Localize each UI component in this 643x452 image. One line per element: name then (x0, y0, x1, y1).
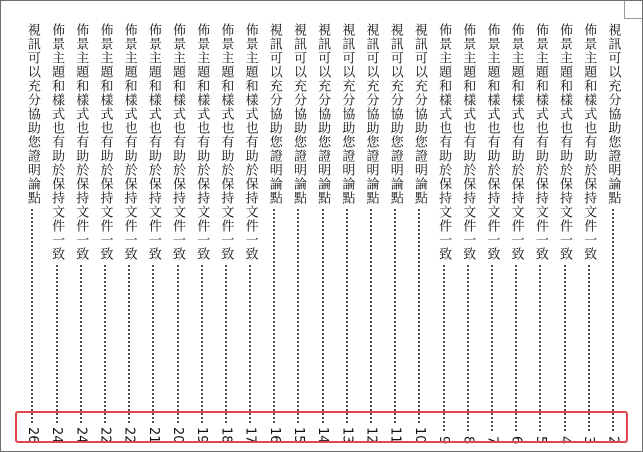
toc-dot-leader (611, 208, 615, 433)
toc-dot-leader (296, 208, 300, 424)
toc-dot-leader (55, 264, 59, 424)
toc-page-number: 16 (266, 427, 282, 444)
toc-entry[interactable] (456, 23, 480, 446)
toc-entry[interactable] (262, 23, 286, 446)
toc-entry[interactable] (383, 23, 407, 446)
toc-entry-title: 佈景主題和樣式也有助於保持文件一致 (121, 23, 137, 261)
toc-entry-title: 視訊可以充分協助您證明論點 (266, 23, 282, 205)
toc-entry-title: 佈景主題和樣式也有助於保持文件一致 (581, 23, 597, 261)
toc-entry[interactable] (190, 23, 214, 446)
toc-page-number: 17 (242, 427, 258, 444)
toc-page-number: 26 (24, 427, 40, 444)
toc-page-number: 24 (73, 427, 89, 444)
toc-entry[interactable] (432, 23, 456, 446)
toc-page-number: 2 (605, 435, 621, 444)
toc-page-number: 21 (145, 427, 161, 444)
table-of-contents (20, 23, 625, 446)
toc-entry-title: 佈景主題和樣式也有助於保持文件一致 (484, 23, 500, 261)
toc-page-number: 3 (581, 435, 597, 444)
toc-dot-leader (393, 208, 397, 424)
toc-entry[interactable] (407, 23, 431, 446)
toc-entry-title: 視訊可以充分協助您證明論點 (339, 23, 355, 205)
toc-entry[interactable] (552, 23, 576, 446)
toc-dot-leader (103, 264, 107, 424)
toc-dot-leader (151, 264, 155, 424)
toc-page-number: 12 (363, 427, 379, 444)
toc-dot-leader (538, 264, 542, 433)
toc-entry-title: 佈景主題和樣式也有助於保持文件一致 (508, 23, 524, 261)
toc-page-number: 18 (218, 427, 234, 444)
toc-dot-leader (79, 264, 83, 424)
toc-entry[interactable] (504, 23, 528, 446)
toc-entry[interactable] (214, 23, 238, 446)
toc-entry-title: 佈景主題和樣式也有助於保持文件一致 (170, 23, 186, 261)
toc-entry-title: 佈景主題和樣式也有助於保持文件一致 (145, 23, 161, 261)
toc-dot-leader (127, 264, 131, 424)
toc-entry[interactable] (117, 23, 141, 446)
toc-dot-leader (30, 208, 34, 424)
toc-page-number: 13 (339, 427, 355, 444)
toc-entry-title: 視訊可以充分協助您證明論點 (290, 23, 306, 205)
toc-entry[interactable] (20, 23, 44, 446)
toc-page-number: 22 (121, 427, 137, 444)
toc-page-number: 11 (387, 427, 403, 444)
toc-entry-title: 視訊可以充分協助您證明論點 (387, 23, 403, 205)
toc-dot-leader (587, 264, 591, 433)
toc-entry[interactable] (286, 23, 310, 446)
toc-entry[interactable] (93, 23, 117, 446)
toc-page-number: 24 (49, 427, 65, 444)
toc-dot-leader (321, 208, 325, 424)
toc-page-number: 9 (436, 435, 452, 444)
toc-dot-leader (272, 208, 276, 424)
page-corner-mark (624, 1, 642, 19)
toc-page-number: 14 (315, 427, 331, 444)
toc-dot-leader (417, 208, 421, 424)
toc-entry-title: 佈景主題和樣式也有助於保持文件一致 (460, 23, 476, 261)
toc-entry[interactable] (528, 23, 552, 446)
toc-entry-title: 佈景主題和樣式也有助於保持文件一致 (532, 23, 548, 261)
toc-dot-leader (224, 264, 228, 424)
toc-page-number: 19 (194, 427, 210, 444)
toc-page-number: 20 (170, 427, 186, 444)
toc-dot-leader (490, 264, 494, 433)
toc-entry-title: 佈景主題和樣式也有助於保持文件一致 (218, 23, 234, 261)
toc-entry[interactable] (335, 23, 359, 446)
toc-dot-leader (514, 264, 518, 433)
toc-entry[interactable] (359, 23, 383, 446)
toc-dot-leader (248, 264, 252, 424)
toc-dot-leader (563, 264, 567, 433)
toc-page-number: 8 (460, 435, 476, 444)
toc-page-number: 15 (290, 427, 306, 444)
toc-page-number: 10 (411, 427, 427, 444)
toc-entry[interactable] (141, 23, 165, 446)
toc-entry[interactable] (577, 23, 601, 446)
toc-entry-title: 佈景主題和樣式也有助於保持文件一致 (242, 23, 258, 261)
toc-entry-title: 佈景主題和樣式也有助於保持文件一致 (97, 23, 113, 261)
toc-entry[interactable] (165, 23, 189, 446)
toc-entry-title: 視訊可以充分協助您證明論點 (24, 23, 40, 205)
toc-entry-title: 視訊可以充分協助您證明論點 (315, 23, 331, 205)
toc-page-number: 6 (508, 435, 524, 444)
toc-entry[interactable] (601, 23, 625, 446)
toc-dot-leader (345, 208, 349, 424)
toc-page-number: 5 (532, 435, 548, 444)
toc-page-number: 4 (557, 435, 573, 444)
toc-entry[interactable] (238, 23, 262, 446)
toc-entry-title: 佈景主題和樣式也有助於保持文件一致 (557, 23, 573, 261)
toc-dot-leader (176, 264, 180, 424)
toc-entry-title: 視訊可以充分協助您證明論點 (605, 23, 621, 205)
toc-entry[interactable] (45, 23, 69, 446)
toc-entry[interactable] (69, 23, 93, 446)
toc-page-number: 7 (484, 435, 500, 444)
toc-entry-title: 佈景主題和樣式也有助於保持文件一致 (436, 23, 452, 261)
toc-entry-title: 視訊可以充分協助您證明論點 (363, 23, 379, 205)
toc-entry[interactable] (311, 23, 335, 446)
toc-dot-leader (442, 264, 446, 433)
toc-entry-title: 視訊可以充分協助您證明論點 (411, 23, 427, 205)
toc-dot-leader (369, 208, 373, 424)
toc-entry-title: 佈景主題和樣式也有助於保持文件一致 (49, 23, 65, 261)
toc-entry[interactable] (480, 23, 504, 446)
toc-entry-title: 佈景主題和樣式也有助於保持文件一致 (194, 23, 210, 261)
toc-dot-leader (466, 264, 470, 433)
toc-dot-leader (200, 264, 204, 424)
toc-entry-title: 佈景主題和樣式也有助於保持文件一致 (73, 23, 89, 261)
toc-page-number: 22 (97, 427, 113, 444)
